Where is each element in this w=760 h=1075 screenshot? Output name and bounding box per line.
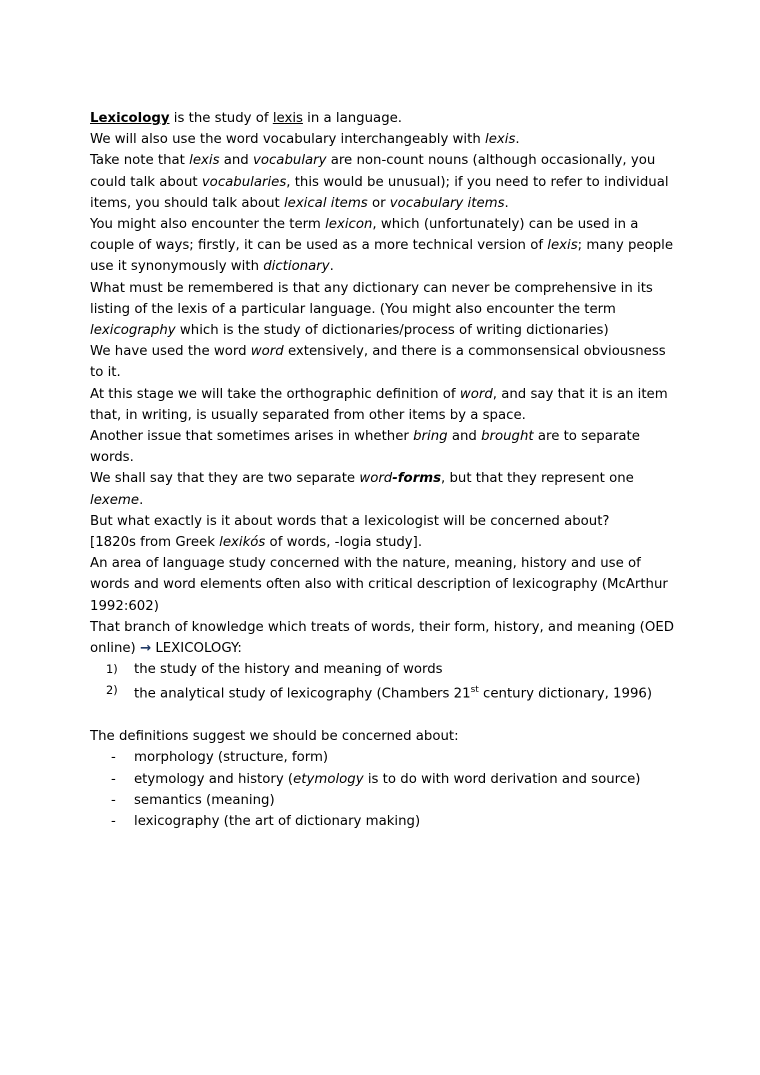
paragraph: We have used the word word extensively, and there is a commonsensical obviousness to it. [90, 344, 666, 381]
list-item: - lexicography (the art of dictionary making) [134, 811, 680, 832]
list-item: - morphology (structure, form) [134, 747, 680, 768]
paragraph: The definitions suggest we should be concerned about: [90, 729, 459, 745]
paragraph: But what exactly is it about words that a lexicologist will be concerned about? [90, 513, 610, 529]
paragraph: That branch of knowledge which treats of words, their form, history, and meaning (OED online) → LEXICOLOGY: [90, 619, 674, 657]
list-item: - semantics (meaning) [134, 790, 680, 811]
paragraph: An area of language study concerned with the nature, meaning, history and use of words and word elements often also with critical description of lexicography (McArthur 1992:602) [90, 556, 668, 614]
list-item: the study of the history and meaning of words [134, 662, 443, 678]
paragraph: Lexicology is the study of lexis in a language. [90, 111, 403, 126]
paragraph: [1820s from Greek lexikós of words, -logia study]. [90, 535, 423, 551]
list-item: - etymology and history (etymology is to do with word derivation and source) [134, 769, 680, 790]
document-body [90, 108, 680, 832]
paragraph: We shall say that they are two separate word-forms, but that they represent one lexeme. [90, 471, 634, 508]
paragraph: At this stage we will take the orthographic definition of word, and say that it is an item that, in writing, is usually separated from other items by a space. [90, 386, 668, 423]
paragraph: Take note that lexis and vocabulary are non-count nouns (although occasionally, you could talk about vocabularies, this would be unusual); if you need to refer to individual items, you should talk about lexical items or vocabulary items. [90, 153, 669, 211]
paragraph: What must be remembered is that any dictionary can never be comprehensive in its listing of the lexis of a particular language. (You might also encounter the term lexicography which is the study of dictionaries/process of writing dictionaries) [90, 280, 653, 339]
blank-line [90, 705, 680, 726]
paragraph: You might also encounter the term lexicon, which (unfortunately) can be used in a couple of ways; firstly, it can be used as a more technical version of lexis; many people use it synonymously with dictionary. [90, 217, 674, 275]
dashed-list [90, 747, 680, 832]
paragraph-block [90, 108, 680, 659]
paragraph: We will also use the word vocabulary interchangeably with lexis. [90, 132, 520, 148]
paragraph: Another issue that sometimes arises in whether bring and brought are to separate words. [90, 429, 640, 466]
numbered-list [90, 659, 680, 705]
list-item: the analytical study of lexicography (Chambers 21st century dictionary, 1996) [134, 685, 653, 702]
